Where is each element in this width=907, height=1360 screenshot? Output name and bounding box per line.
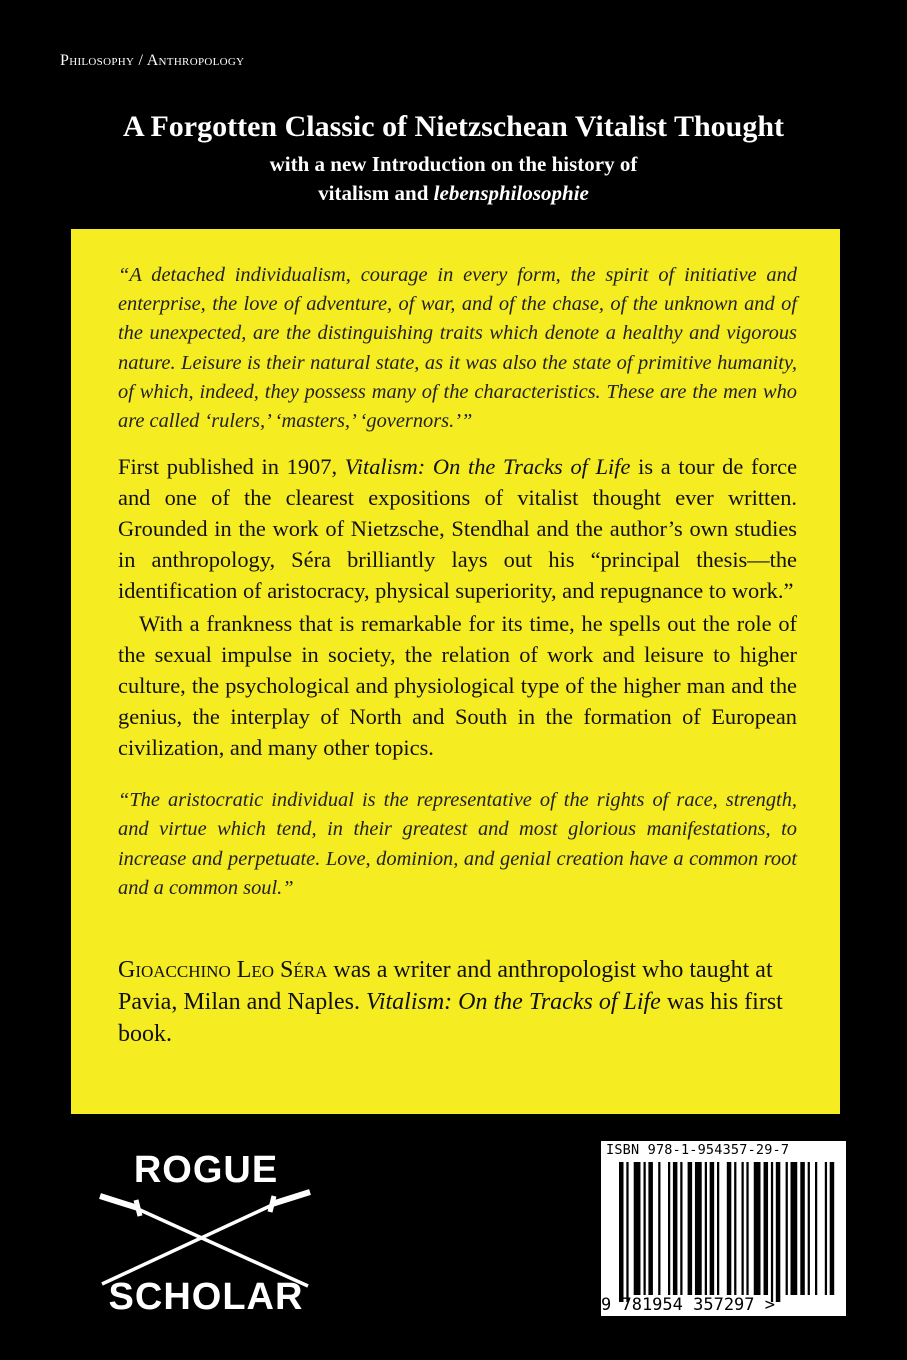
- barcode-bar: [808, 1162, 810, 1295]
- isbn-barcode: [601, 1141, 846, 1316]
- book-title: Vitalism: On the Tracks of Life: [344, 454, 631, 480]
- barcode-bar: [791, 1162, 798, 1295]
- barcode-bar: [800, 1162, 805, 1295]
- barcode-bars: [601, 1141, 846, 1316]
- headline: A Forgotten Classic of Nietzschean Vitalist Thought: [122, 110, 785, 143]
- closing-quote: “The aristocratic individual is the representative of the rights of race, strength, and virtue which tend, in their greatest and most glorious manifestations, to increase and perpetuate. Love, dominion, and genial creation have a common root and a common soul.”: [118, 789, 797, 899]
- barcode-bar: [680, 1162, 682, 1295]
- category-label: Philosophy / Anthropology: [60, 52, 245, 69]
- paragraph-1-rest: is a tour de force and one of the clearest expositions of vitalist thought ever written. Grounded in the work of Nietzsche, Stendhal and the author’s own studies in anthropology, Séra brilliantly lays out his “principal thesis—the identification of aristocracy, physical superiority, and repugnance to work.”: [118, 454, 798, 604]
- barcode-bar: [634, 1162, 641, 1295]
- barcode-bar: [626, 1162, 628, 1302]
- author-bio-end: was his first book.: [118, 989, 783, 1048]
- barcode-bar: [764, 1162, 769, 1295]
- subhead-line-1: with a new Introduction on the history of: [269, 152, 638, 176]
- subhead-line-2: [0, 179, 907, 208]
- barcode-bar: [825, 1162, 827, 1295]
- sword-2-blade: [102, 1206, 270, 1284]
- barcode-bar: [705, 1162, 707, 1295]
- barcode-bar: [786, 1162, 788, 1295]
- publisher-logo-line-1: ROGUE: [133, 1149, 279, 1191]
- barcode-bar: [754, 1162, 761, 1295]
- subhead-line-2-italic: lebensphilosophie: [433, 181, 589, 205]
- isbn-label: ISBN 978-1-954357-29-7: [606, 1142, 790, 1158]
- author-name: Gioacchino Leo Séra: [118, 957, 328, 984]
- barcode-bar: [717, 1162, 719, 1295]
- barcode-bar: [644, 1162, 646, 1295]
- barcode-bar: [734, 1162, 736, 1295]
- barcode-bar: [673, 1162, 678, 1295]
- author-bio-book-title: Vitalism: On the Tracks of Life: [365, 989, 661, 1016]
- sword-1-hilt: [100, 1196, 138, 1208]
- paragraph-1-lead: First published in 1907,: [118, 454, 345, 480]
- barcode-bar: [771, 1162, 773, 1302]
- barcode-bar: [695, 1162, 702, 1295]
- barcode-bar: [727, 1162, 732, 1295]
- description-paragraph-2: With a frankness that is remarkable for its time, he spells out the role of the sexual impulse in society, the relation of work and leisure to higher culture, the psychological and physiological type of the higher man and the genius, the interplay of North and South in the formation of European civilization, and many other topics.: [118, 611, 797, 761]
- barcode-bar: [619, 1162, 624, 1302]
- barcode-bar: [815, 1162, 817, 1295]
- barcode-bar: [648, 1162, 653, 1295]
- subhead-line-2-plain: vitalism and: [318, 181, 434, 205]
- barcode-bar: [710, 1162, 715, 1295]
- publisher-logo: [88, 1148, 323, 1316]
- publisher-logo-line-2: SCHOLAR: [108, 1276, 304, 1316]
- barcode-bar: [746, 1162, 748, 1295]
- barcode-bar: [776, 1162, 781, 1302]
- barcode-bar: [658, 1162, 660, 1295]
- sword-2-hilt: [272, 1192, 310, 1204]
- sword-2-guard: [270, 1196, 274, 1212]
- opening-quote: “A detached individualism, courage in every form, the spirit of initiative and enterprise, the love of adventure, of war, and of the chase, of the unknown and of the unexpected, are the distinguishing traits which denote a healthy and vigorous nature. Leisure is their natural state, as it was also the state of primitive humanity, of which, indeed, they possess many of the characteristics. These are the men who are called ‘rulers,’ ‘masters,’ ‘governors.’”: [118, 264, 797, 433]
- isbn-digits: 9 781954 357297 >: [601, 1295, 775, 1315]
- barcode-bar: [668, 1162, 670, 1295]
- sword-1-blade: [140, 1210, 308, 1286]
- author-bio: [118, 954, 797, 1050]
- author-bio-text: was a writer and anthropologist who taught at Pavia, Milan and Naples.: [118, 957, 773, 1016]
- blurb-panel: [71, 229, 840, 1114]
- crossed-swords-icon: [88, 1148, 323, 1316]
- subhead: [0, 150, 907, 208]
- sword-1-guard: [136, 1200, 140, 1216]
- barcode-bar: [742, 1162, 744, 1295]
- barcode-bar: [830, 1162, 835, 1295]
- description-paragraph-1: [118, 451, 797, 606]
- barcode-bar: [688, 1162, 693, 1295]
